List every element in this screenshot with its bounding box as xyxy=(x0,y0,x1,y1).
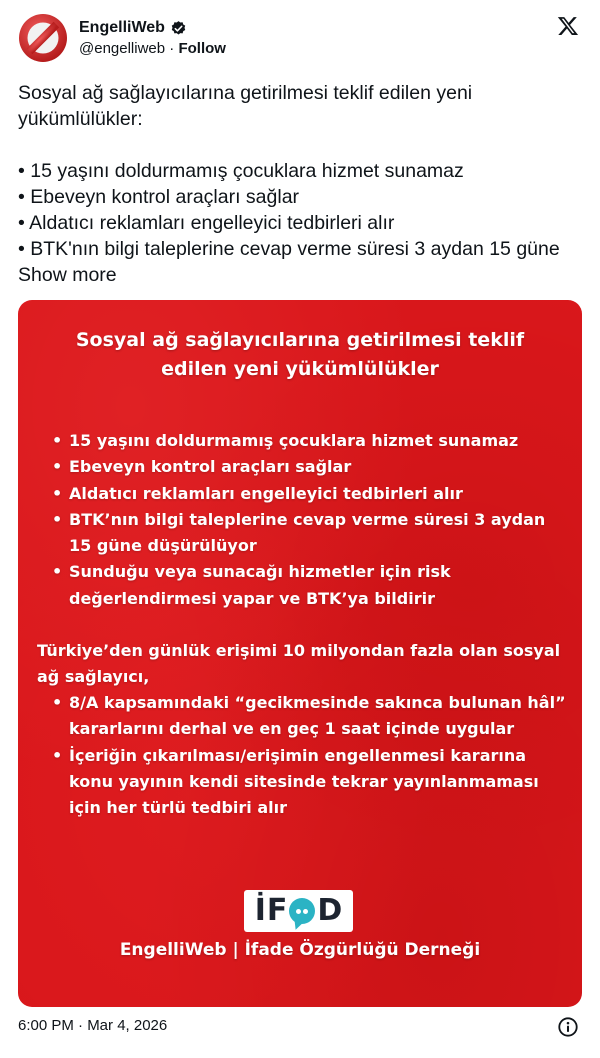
media-footer: EngelliWeb | İfade Özgürlüğü Derneği xyxy=(119,940,481,960)
list-item: • BTK’nın bilgi taleplerine cevap verme süresi 3 aydan 15 güne düşürülüyor xyxy=(52,509,546,556)
user-info xyxy=(79,17,226,57)
tweet-bullet: • Ebeveyn kontrol araçları sağlar xyxy=(18,186,300,208)
list-item: • 8/A kapsamındaki “gecikmesinde sakınca bulunan hâl” kararlarını derhal ve en geç 1 saat içinde uygular xyxy=(52,693,566,739)
media-title: Sosyal ağ sağlayıcılarına getirilmesi teklif edilen yeni yükümlülükler xyxy=(75,329,525,380)
tweet-text xyxy=(18,80,582,288)
display-name[interactable]: EngelliWeb xyxy=(79,19,165,36)
user-handle[interactable]: @engelliweb xyxy=(79,40,166,57)
tweet-bullet: • BTK'nın bilgi taleplerine cevap verme süresi 3 aydan 15 güne xyxy=(18,238,560,260)
avatar-prohibited-sign-icon[interactable] xyxy=(18,13,68,63)
ifod-logo: İ F D xyxy=(244,890,353,932)
list-item: • 15 yaşını doldurmamış çocuklara hizmet sunamaz xyxy=(52,431,519,450)
tweet-intro: Sosyal ağ sağlayıcılarına getirilmesi teklif edilen yeni yükümlülükler: xyxy=(18,82,473,130)
tweet-bullet: • Aldatıcı reklamları engelleyici tedbirleri alır xyxy=(18,212,395,234)
list-item: • Aldatıcı reklamları engelleyici tedbirleri alır xyxy=(52,483,463,503)
x-logo-icon[interactable] xyxy=(556,15,580,37)
tweet-bullet: • 15 yaşını doldurmamış çocuklara hizmet sunamaz xyxy=(18,160,464,182)
tweet-media-image[interactable] xyxy=(18,300,582,1007)
follow-button[interactable]: Follow xyxy=(178,40,226,57)
tweet-header xyxy=(18,13,582,63)
media-paragraph: Türkiye’den günlük erişimi 10 milyondan fazla olan sosyal ağ sağlayıcı, xyxy=(37,641,561,687)
list-item: • Ebeveyn kontrol araçları sağlar xyxy=(52,457,352,477)
show-more-link[interactable]: Show more xyxy=(18,264,117,286)
separator: · xyxy=(165,40,179,57)
timestamp-link[interactable]: 6:00 PM · Mar 4, 2026 xyxy=(18,1017,168,1034)
verified-badge-icon xyxy=(170,20,187,37)
speech-bubble-icon xyxy=(289,898,315,924)
media-sublist xyxy=(52,690,572,821)
media-obligations-list xyxy=(52,428,572,612)
list-item: • Sunduğu veya sunacağı hizmetler için risk değerlendirmesi yapar ve BTK’ya bildirir xyxy=(52,562,451,608)
list-item: • İçeriğin çıkarılması/erişimin engellenmesi kararına konu yayının kendi sitesinde tekrar yayınlanmaması için her türlü tedbiri alır xyxy=(52,745,539,818)
info-icon[interactable] xyxy=(557,1016,579,1038)
